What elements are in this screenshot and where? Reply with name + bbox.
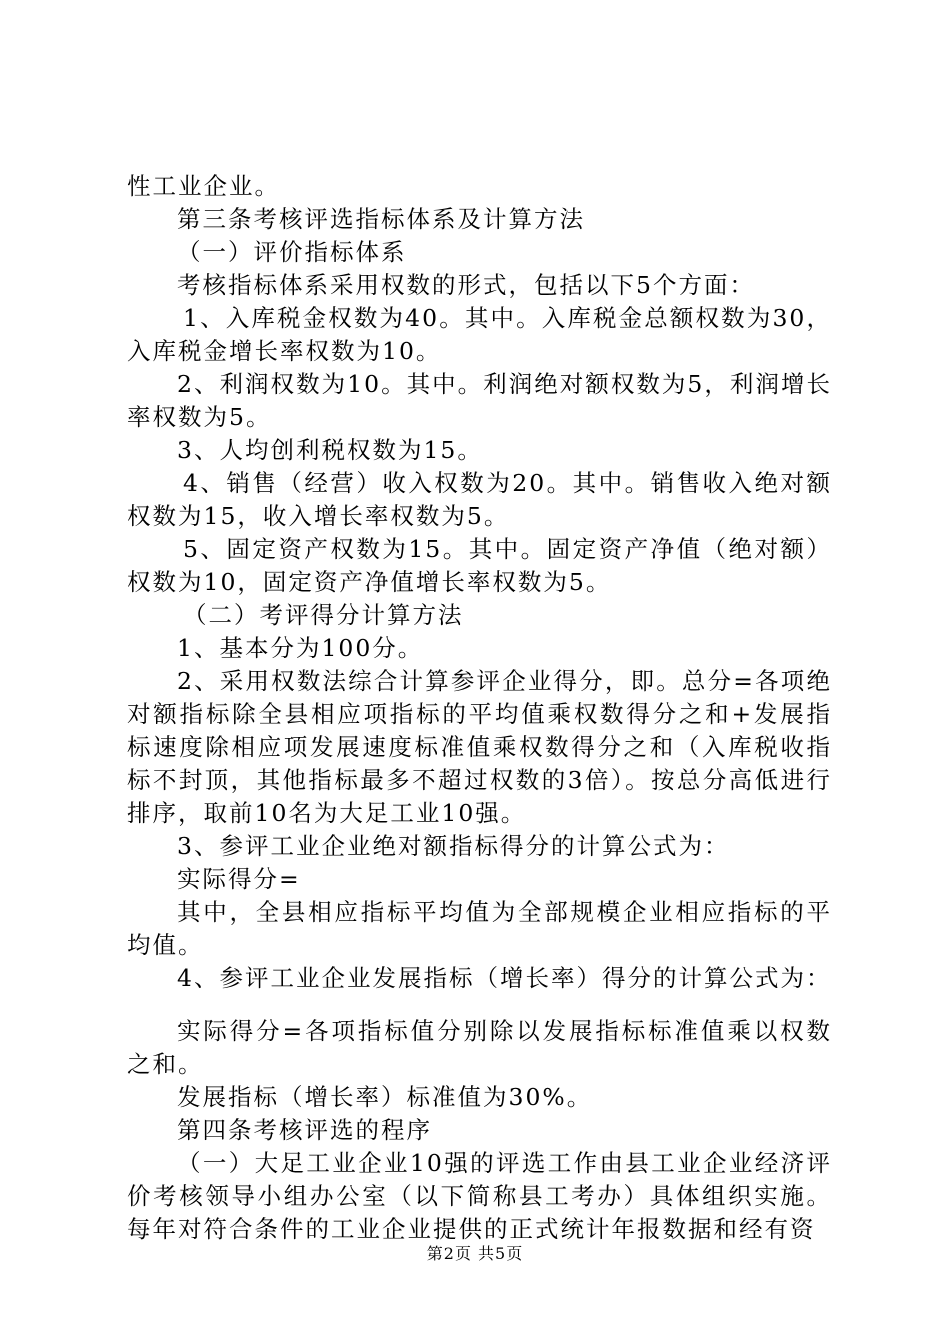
list-item: 2、采用权数法综合计算参评企业得分，即。总分=各项绝对额指标除全县相应项指标的平均值乘权数得分之和+发展指标速度除相应项发展速度标准值乘权数得分之和（入库税收指标不封顶，其他指标最多不超过权数的3倍）。按总分高低进行排序，取前10名为大足工业10强。 bbox=[127, 667, 832, 827]
list-item: 1、基本分为100分。 bbox=[177, 634, 424, 662]
section-heading: 第三条考核评选指标体系及计算方法 bbox=[177, 205, 585, 233]
blank-line bbox=[127, 995, 832, 1015]
paragraph: 发展指标（增长率）标准值为30%。 bbox=[177, 1083, 593, 1111]
paragraph: 其中，全县相应指标平均值为全部规模企业相应指标的平均值。 bbox=[127, 898, 832, 959]
subsection-heading: （一）评价指标体系 bbox=[177, 238, 407, 266]
paragraph: （一）大足工业企业10强的评选工作由县工业企业经济评价考核领导小组办公室（以下简称县工考办）具体组织实施。每年对符合条件的工业企业提供的正式统计年报数据和经有资 bbox=[127, 1149, 832, 1243]
list-item: 5、固定资产权数为15。其中。固定资产净值（绝对额）权数为10，固定资产净值增长率权数为5。 bbox=[127, 535, 832, 596]
subsection-heading: （二）考评得分计算方法 bbox=[183, 601, 464, 629]
list-item: 1、入库税金权数为40。其中。入库税金总额权数为30，入库税金增长率权数为10。 bbox=[127, 304, 832, 365]
list-item: 3、人均创利税权数为15。 bbox=[177, 436, 483, 464]
list-item: 4、参评工业企业发展指标（增长率）得分的计算公式为： bbox=[177, 964, 832, 992]
paragraph: 性工业企业。 bbox=[127, 172, 280, 200]
list-item: 2、利润权数为10。其中。利润绝对额权数为5，利润增长率权数为5。 bbox=[127, 370, 832, 431]
list-item: 3、参评工业企业绝对额指标得分的计算公式为： bbox=[177, 832, 730, 860]
document-body bbox=[127, 170, 832, 1246]
formula-line: 实际得分=各项指标值分别除以发展指标标准值乘以权数之和。 bbox=[127, 1017, 832, 1078]
formula-line: 实际得分= bbox=[177, 865, 301, 893]
section-heading: 第四条考核评选的程序 bbox=[177, 1116, 432, 1144]
paragraph: 考核指标体系采用权数的形式，包括以下5个方面： bbox=[177, 271, 755, 299]
list-item: 4、销售（经营）收入权数为20。其中。销售收入绝对额权数为15，收入增长率权数为5。 bbox=[127, 469, 832, 530]
page-footer: 第2页 共5页 bbox=[426, 1244, 524, 1263]
